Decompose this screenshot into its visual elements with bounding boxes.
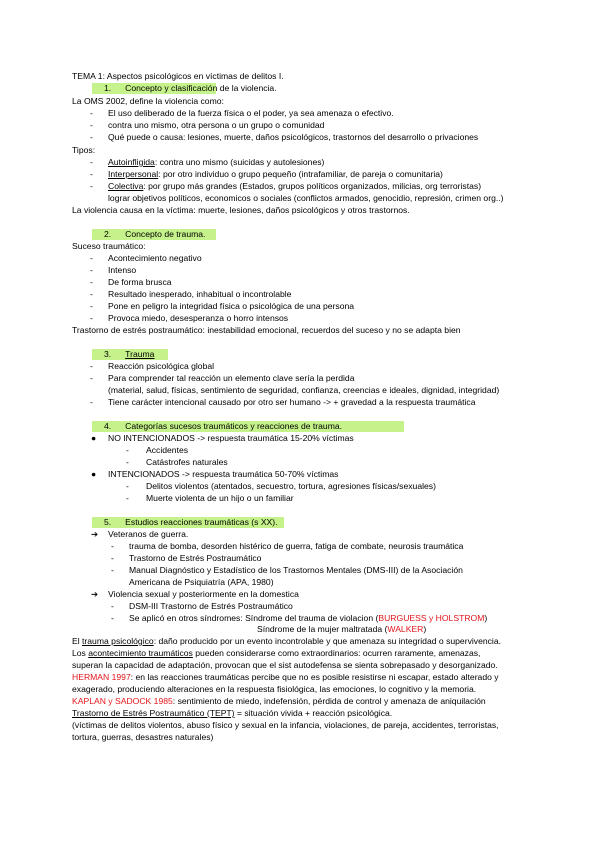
list-item: Tiene carácter intencional causado por otro ser humano -> + gravedad a la respuesta traumática: [108, 397, 476, 407]
text-segment: Síndrome de la mujer maltratada (: [257, 624, 388, 634]
bullet-dash: -: [126, 493, 129, 503]
term: acontecimiento traumáticos: [88, 648, 193, 658]
list-item: NO INTENCIONADOS -> respuesta traumática 15-20% víctimas: [108, 433, 354, 443]
list-item-continuation: [257, 624, 426, 635]
list-item: Reacción psicológica global: [108, 361, 215, 371]
paragraph: La OMS 2002, define la violencia como:: [72, 96, 224, 106]
list-item: Delitos violentos (atentados, secuestro, tortura, agresiones físicas/sexuales): [146, 481, 436, 491]
text-segment: : daño producido por un evento incontrolable y que amenaza su integridad o supervivencia.: [153, 636, 502, 646]
section-number: 2.: [104, 229, 112, 239]
list-item: Resultado inesperado, inhabitual o incontrolable: [108, 289, 292, 299]
bullet-dash: -: [90, 265, 93, 275]
paragraph: [72, 696, 486, 707]
paragraph-line: superan la capacidad de adaptación, provocan que el sist autodefensa se sienta sobrepasado y desorganizado.: [72, 660, 498, 670]
list-item: [129, 613, 487, 624]
bullet-dash: -: [90, 120, 93, 130]
list-item: Intenso: [108, 265, 137, 275]
bullet-dash: -: [90, 253, 93, 263]
section-number: 3.: [104, 349, 112, 359]
text-segment: Los: [72, 648, 89, 658]
section-number: 1.: [104, 83, 112, 93]
term-definition: : por grupo más grandes (Estados, grupos políticos organizados, milicias, org terroristas): [143, 181, 482, 191]
author-citation: KAPLAN y SADOCK 1985: [72, 696, 173, 706]
list-item: Acontecimiento negativo: [108, 253, 202, 263]
bullet-dash: -: [90, 289, 93, 299]
list-item: Accidentes: [146, 445, 189, 455]
list-item: INTENCIONADOS -> respuesta traumática 50-70% víctimas: [108, 469, 339, 479]
term: Trastorno de Estrés Postraumático (TEPT): [72, 708, 235, 718]
term: Interpersonal: [108, 169, 159, 179]
term-definition: : por otro individuo o grupo pequeño (intrafamiliar, de pareja o comunitaria): [158, 169, 443, 179]
section-title: Trauma: [125, 349, 155, 359]
bullet-dash: -: [126, 445, 129, 455]
text-segment: El: [72, 636, 83, 646]
list-item: trauma de bomba, desorden histérico de guerra, fatiga de combate, neurosis traumática: [129, 541, 464, 551]
bullet-dash: -: [90, 373, 93, 383]
section-number: 5.: [104, 517, 112, 527]
list-item: [108, 181, 481, 192]
term: Colectiva: [108, 181, 144, 191]
arrow-bullet-icon: ➔: [91, 529, 99, 539]
bullet-dash: -: [90, 181, 93, 191]
paragraph: Suceso traumático:: [72, 241, 146, 251]
section-4-heading: [92, 421, 404, 432]
section-title: Estudios reacciones traumáticas (s XX).: [125, 517, 278, 527]
paragraph: [72, 648, 480, 659]
bullet-dash: -: [90, 132, 93, 142]
list-item: Violencia sexual y posteriormente en la domestica: [108, 589, 299, 599]
bullet-dash: -: [90, 313, 93, 323]
paragraph: [72, 672, 499, 683]
paragraph: Tipos:: [72, 145, 96, 155]
section-title: Categorías sucesos traumáticos y reacciones de trauma.: [125, 421, 343, 431]
paragraph: Trastorno de estrés postraumático: inestabilidad emocional, recuerdos del suceso y no se adapta bien: [72, 325, 461, 335]
list-item: [108, 169, 443, 180]
section-2-heading: [92, 229, 216, 240]
list-item: [108, 157, 324, 168]
section-title: Concepto y clasificación de la violencia.: [125, 83, 277, 93]
bullet-dash: -: [90, 108, 93, 118]
text-segment: = situación vivida + reacción psicológica.: [234, 708, 393, 718]
term-definition: : contra uno mismo (suicidas y autolesiones): [154, 157, 325, 167]
author-citation: WALKER: [387, 624, 424, 634]
text-segment: Se aplicó en otros síndromes: Síndrome del trauma de violacion (: [129, 613, 379, 623]
paragraph-line: tortura, guerras, desastres naturales): [72, 732, 214, 742]
author-citation: HERMAN 1997: [72, 672, 131, 682]
bullet-dash: -: [90, 361, 93, 371]
bullet-dot-icon: ●: [91, 469, 97, 479]
bullet-dash: -: [111, 553, 114, 563]
text-segment: ): [423, 624, 427, 634]
bullet-dash: -: [90, 169, 93, 179]
list-item: Provoca miedo, desesperanza o horro intensos: [108, 313, 289, 323]
paragraph-line: (víctimas de delitos violentos, abuso físico y sexual en la infancia, violaciones, de pareja, accidentes, terroristas,: [72, 720, 499, 730]
section-3-heading: [92, 349, 168, 360]
list-item: Pone en peligro la integridad física o psicológica de una persona: [108, 301, 355, 311]
list-item: Veteranos de guerra.: [108, 529, 189, 539]
bullet-dash: -: [90, 301, 93, 311]
bullet-dash: -: [111, 613, 114, 623]
list-item: Manual Diagnóstico y Estadístico de los Trastornos Mentales (DMS-III) de la Asociación: [129, 565, 463, 575]
list-item: Catástrofes naturales: [146, 457, 228, 467]
list-item-continuation: Americana de Psiquiatría (APA, 1980): [129, 577, 274, 587]
bullet-dash: -: [126, 457, 129, 467]
paragraph: [72, 636, 501, 647]
author-citation: BURGUESS y HOLSTROM: [378, 613, 485, 623]
text-segment: : sentimiento de miedo, indefensión, pérdida de control y amenaza de aniquilación: [172, 696, 486, 706]
bullet-dash: -: [90, 397, 93, 407]
arrow-bullet-icon: ➔: [91, 589, 99, 599]
text-segment: ): [484, 613, 488, 623]
list-item: contra uno mismo, otra persona o un grupo o comunidad: [108, 120, 325, 130]
list-item-continuation: lograr objetivos políticos, economicos o sociales (conflictos armados, genocidio, represión, crimen org..): [108, 193, 504, 203]
bullet-dash: -: [90, 277, 93, 287]
list-item: Qué puede o causa: lesiones, muerte, daños psicológicos, trastornos del desarrollo o privaciones: [108, 132, 479, 142]
list-item: Trastorno de Estrés Postraumático: [129, 553, 262, 563]
list-item-continuation: (material, salud, físicas, sentimiento de seguridad, confianza, creencias e ideales, dignidad, integridad): [108, 385, 500, 395]
bullet-dash: -: [126, 481, 129, 491]
list-item: El uso deliberado de la fuerza física o el poder, ya sea amenaza o efectivo.: [108, 108, 394, 118]
text-segment: : en las reacciones traumáticas percibe que no es posible resistirse ni escapar, estado alterado y: [130, 672, 499, 682]
bullet-dash: -: [111, 565, 114, 575]
section-1-heading: [92, 83, 277, 94]
bullet-dash: -: [111, 541, 114, 551]
bullet-dash: -: [111, 601, 114, 611]
section-title: Concepto de trauma.: [125, 229, 206, 239]
term: Autoinfligida: [108, 157, 155, 167]
paragraph: La violencia causa en la víctima: muerte, lesiones, daños psicológicos y otros trastornos.: [72, 205, 410, 215]
list-item: Muerte violenta de un hijo o un familiar: [146, 493, 294, 503]
list-item: DSM-III Trastorno de Estrés Postraumático: [129, 601, 293, 611]
paragraph: [72, 708, 392, 719]
term: trauma psicológico: [82, 636, 154, 646]
bullet-dot-icon: ●: [91, 433, 97, 443]
section-5-heading: [92, 517, 284, 528]
text-segment: pueden considerarse como extraordinarios: ocurren raramente, amenazas,: [192, 648, 481, 658]
document-title: TEMA 1: Aspectos psicológicos en víctimas de delitos I.: [72, 71, 284, 81]
paragraph-line: exagerado, produciendo alteraciones en la respuesta fisiológica, las emociones, lo cognitivo y la memoria.: [72, 684, 477, 694]
section-number: 4.: [104, 421, 112, 431]
bullet-dash: -: [90, 157, 93, 167]
list-item: De forma brusca: [108, 277, 172, 287]
list-item: Para comprender tal reacción un elemento clave sería la perdida: [108, 373, 355, 383]
